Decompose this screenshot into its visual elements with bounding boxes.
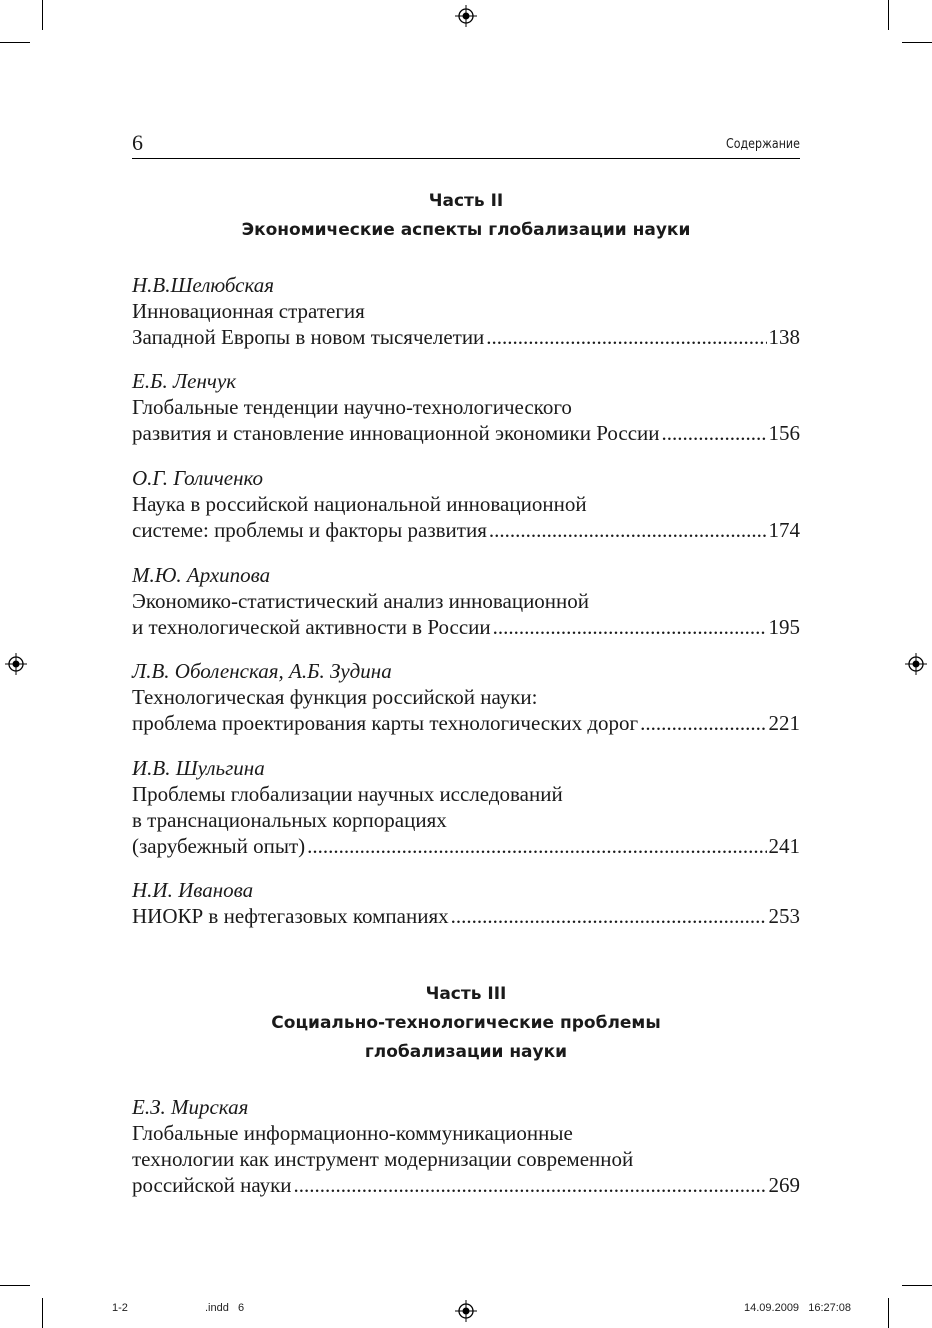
registration-mark-icon [5, 653, 27, 675]
part-title: Социально-технологические проблемы [271, 1013, 661, 1033]
entry-author: И.В. Шульгина [132, 756, 265, 780]
entry-author: Л.В. Оболенская, А.Б. Зудина [132, 659, 392, 683]
entry-title-line: Западной Европы в новом тысячелетии [132, 325, 485, 349]
toc-entry[interactable] [132, 1094, 800, 1198]
entry-title-line: и технологической активности в России [132, 615, 491, 639]
entry-last-line [132, 517, 800, 543]
crop-mark [42, 1298, 43, 1328]
dot-leader [451, 903, 767, 929]
dot-leader [640, 710, 766, 736]
crop-mark [42, 0, 43, 30]
crop-mark [888, 1298, 889, 1328]
toc-entry[interactable] [132, 755, 800, 859]
dot-leader [307, 833, 766, 859]
toc-entry[interactable] [132, 658, 800, 736]
entry-title-line: Проблемы глобализации научных исследований [132, 782, 563, 806]
entry-title-line: НИОКР в нефтегазовых компаниях [132, 904, 449, 928]
page-header [132, 128, 800, 159]
slug-file-ext: .indd 6 [205, 1302, 245, 1314]
entry-title-line: проблема проектирования карты технологических дорог [132, 711, 639, 735]
dot-leader [294, 1172, 767, 1198]
entry-title-line: Наука в российской национальной инновационной [132, 492, 587, 516]
crop-mark [902, 42, 932, 43]
part-title: Экономические аспекты глобализации науки [241, 220, 691, 240]
part-heading [132, 980, 800, 1067]
part-label: Часть III [425, 984, 507, 1004]
slug-timestamp: 14.09.2009 16:27:08 [744, 1302, 852, 1314]
entry-author: Е.Б. Ленчук [132, 369, 237, 393]
entry-author: Н.В.Шелюбская [132, 273, 275, 297]
entry-title-line: Инновационная стратегия [132, 299, 365, 323]
toc-entry[interactable] [132, 562, 800, 640]
entry-page-number: 195 [768, 615, 800, 639]
entry-author: О.Г. Голиченко [132, 466, 264, 490]
entry-title-line: (зарубежный опыт) [132, 834, 306, 858]
entry-last-line [132, 324, 800, 350]
entry-title-line: Технологическая функция российской науки: [132, 685, 538, 709]
dot-leader [486, 324, 766, 350]
entry-title-line: Экономико-статистический анализ инновационной [132, 589, 590, 613]
part-label: Часть II [428, 191, 504, 211]
dot-leader [493, 614, 767, 640]
entry-author: Н.И. Иванова [132, 878, 254, 902]
entry-last-line [132, 903, 800, 929]
entry-page-number: 253 [768, 904, 800, 928]
part-heading [132, 187, 800, 245]
entry-title-line: технологии как инструмент модернизации современной [132, 1147, 634, 1171]
entry-page-number: 221 [768, 711, 800, 735]
entry-author: Е.З. Мирская [132, 1095, 249, 1119]
registration-mark-icon [455, 1300, 477, 1322]
entry-last-line [132, 710, 800, 736]
entry-title-line: российской науки [132, 1173, 292, 1197]
running-title: Содержание [726, 137, 800, 152]
crop-mark [902, 1285, 932, 1286]
entry-title-line: Глобальные информационно-коммуникационные [132, 1121, 573, 1145]
crop-mark [0, 42, 30, 43]
toc-entry[interactable] [132, 465, 800, 543]
entry-page-number: 241 [768, 834, 800, 858]
entry-last-line [132, 833, 800, 859]
slug-file-name: 1-2 [112, 1302, 128, 1314]
page-number: 6 [132, 130, 143, 155]
entry-title-line: системе: проблемы и факторы развития [132, 518, 487, 542]
toc-entry[interactable] [132, 368, 800, 446]
dot-leader [489, 517, 767, 543]
entry-page-number: 138 [768, 325, 800, 349]
registration-mark-icon [905, 653, 927, 675]
dot-leader [662, 420, 767, 446]
entry-title-line: Глобальные тенденции научно-технологического [132, 395, 572, 419]
registration-mark-icon [455, 5, 477, 27]
entry-last-line [132, 614, 800, 640]
entry-page-number: 156 [768, 421, 800, 445]
crop-mark [888, 0, 889, 30]
part-title: глобализации науки [364, 1042, 568, 1062]
entry-title-line: в транснациональных корпорациях [132, 808, 447, 832]
entry-author: М.Ю. Архипова [132, 563, 271, 587]
toc-entry[interactable] [132, 877, 800, 929]
entry-title-line: развития и становление инновационной экономики России [132, 421, 660, 445]
entry-page-number: 174 [768, 518, 800, 542]
toc-entry[interactable] [132, 272, 800, 350]
crop-mark [0, 1285, 30, 1286]
entry-page-number: 269 [768, 1173, 800, 1197]
entry-last-line [132, 1172, 800, 1198]
entry-last-line [132, 420, 800, 446]
